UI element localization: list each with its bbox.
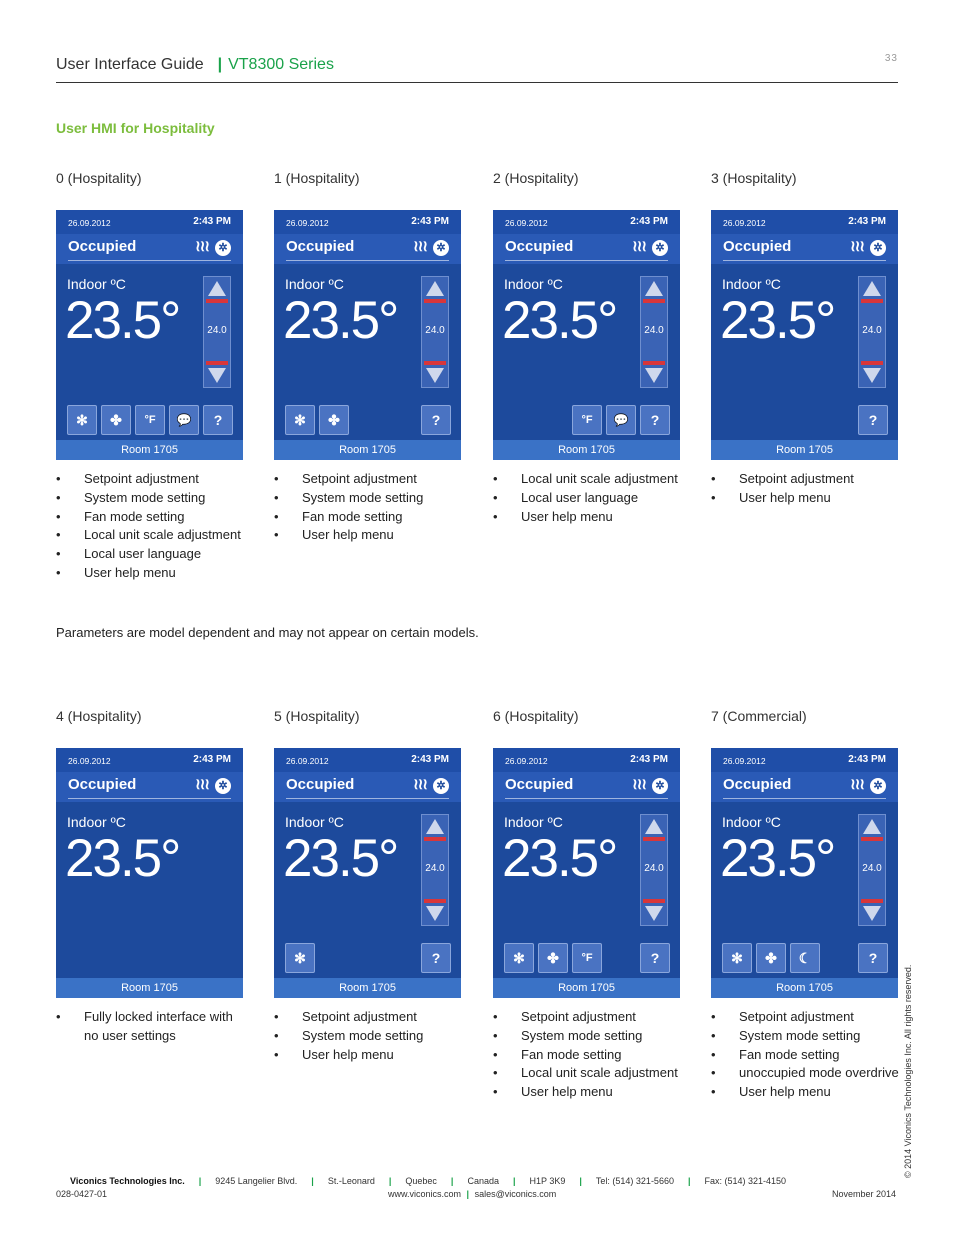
feature-list [711,470,911,508]
setpoint-slider[interactable] [203,276,231,388]
occupancy-status: Occupied [68,238,137,255]
setpoint-up-icon[interactable] [645,281,663,296]
screen-time: 2:43 PM [848,754,886,765]
fan-mode-icon[interactable]: ✤ [101,405,131,435]
room-label: Room 1705 [493,978,680,998]
guide-title: User Interface Guide [56,56,204,73]
thermostat-screen [274,748,461,998]
room-label: Room 1705 [56,978,243,998]
indoor-label: Indoor ºC [67,276,126,292]
list-item: • Fan mode setting [56,508,244,527]
setpoint-value: 24.0 [425,325,445,336]
screen-time: 2:43 PM [848,216,886,227]
indoor-label: Indoor ºC [504,276,563,292]
indoor-temperature: 23.5° [283,829,398,888]
language-icon[interactable]: 💬 [169,405,199,435]
list-item: • Fan mode setting [274,508,462,527]
footer-date: November 2014 [831,1189,896,1199]
panel-4 [56,708,256,1046]
language-icon[interactable]: 💬 [606,405,636,435]
occupancy-status: Occupied [723,238,792,255]
list-item: • System mode setting [711,1027,899,1046]
system-mode-icon[interactable]: ✻ [285,943,315,973]
list-item: • User help menu [493,508,681,527]
footer-contact: Viconics Technologies Inc. | 9245 Langelier Blvd. | St.-Leonard | Quebec | Canada | H1P 3K9 | Tel: (514) 321-5660 | Fax: (514) 321-4150 [70,1176,787,1186]
room-label: Room 1705 [711,440,898,460]
setpoint-value: 24.0 [862,325,882,336]
list-item: • User help menu [274,526,462,545]
indoor-label: Indoor ºC [67,814,126,830]
indoor-label: Indoor ºC [285,814,344,830]
list-item: • Local unit scale adjustment [493,470,681,489]
thermostat-screen [56,748,243,998]
help-icon[interactable]: ? [640,943,670,973]
occupancy-status: Occupied [286,776,355,793]
list-item: • System mode setting [56,489,244,508]
list-item: • Setpoint adjustment [493,1008,681,1027]
scale-icon[interactable]: °F [572,405,602,435]
footer-tel: Tel: (514) 321-5660 [595,1176,674,1186]
screen-date: 26.09.2012 [68,756,111,766]
list-item: • User help menu [56,564,244,583]
fan-status-icon: ✲ [870,240,886,256]
occupancy-status: Occupied [723,776,792,793]
footer-province: Quebec [405,1176,437,1186]
list-item: • Local user language [56,545,244,564]
footer-doc-number: 028-0427-01 [56,1189,108,1199]
thermostat-screen [493,210,680,460]
fan-mode-icon[interactable]: ✤ [319,405,349,435]
fan-status-icon: ✲ [433,240,449,256]
panel-title: 7 (Commercial) [711,708,807,724]
screen-time: 2:43 PM [630,754,668,765]
list-item: • Fan mode setting [711,1046,899,1065]
indoor-temperature: 23.5° [283,291,398,350]
panel-3 [711,170,911,508]
document-title [56,56,334,74]
screen-date: 26.09.2012 [505,756,548,766]
help-icon[interactable]: ? [858,405,888,435]
setpoint-up-icon[interactable] [426,819,444,834]
room-label: Room 1705 [274,978,461,998]
occupancy-status: Occupied [286,238,355,255]
fan-status-icon: ✲ [433,778,449,794]
panel-title: 0 (Hospitality) [56,170,142,186]
setpoint-value: 24.0 [207,325,227,336]
indoor-label: Indoor ºC [285,276,344,292]
list-item: • Local unit scale adjustment [56,526,244,545]
list-item: • Setpoint adjustment [274,1008,462,1027]
setpoint-down-icon[interactable] [426,368,444,383]
footer-web: www.viconics.com | sales@viconics.com [388,1189,557,1199]
fan-status-icon: ✲ [870,778,886,794]
thermostat-screen [711,210,898,460]
header-divider [56,82,898,83]
help-icon[interactable]: ? [421,405,451,435]
feature-list [493,470,693,526]
help-icon[interactable]: ? [203,405,233,435]
setpoint-up-icon[interactable] [426,281,444,296]
section-title: User HMI for Hospitality [56,120,215,136]
screen-time: 2:43 PM [193,216,231,227]
screen-date: 26.09.2012 [723,218,766,228]
indoor-temperature: 23.5° [65,829,180,888]
heat-icon: ≀≀≀ [413,776,427,793]
indoor-label: Indoor ºC [722,814,781,830]
thermostat-screen [274,210,461,460]
panel-title: 5 (Hospitality) [274,708,360,724]
fan-mode-icon[interactable]: ✤ [756,943,786,973]
list-item: • User help menu [493,1083,681,1102]
list-item: • Setpoint adjustment [711,470,899,489]
footer-email[interactable]: sales@viconics.com [474,1189,557,1199]
list-item: • Fully locked interface with no user settings [56,1008,244,1046]
indoor-label: Indoor ºC [722,276,781,292]
screen-date: 26.09.2012 [286,756,329,766]
series-name: VT8300 Series [228,56,334,73]
feature-list [493,1008,693,1102]
screen-date: 26.09.2012 [505,218,548,228]
panel-0 [56,170,256,583]
setpoint-slider[interactable] [640,276,668,388]
indoor-temperature: 23.5° [720,291,835,350]
list-item: • Local unit scale adjustment [493,1064,681,1083]
thermostat-screen [493,748,680,998]
room-label: Room 1705 [493,440,680,460]
setpoint-up-icon[interactable] [645,819,663,834]
feature-list [274,470,474,545]
footer-fax: Fax: (514) 321-4150 [704,1176,787,1186]
system-mode-icon[interactable]: ✻ [285,405,315,435]
thermostat-screen [711,748,898,998]
heat-icon: ≀≀≀ [632,238,646,255]
setpoint-down-icon[interactable] [863,368,881,383]
list-item: • Local user language [493,489,681,508]
system-mode-icon[interactable]: ✻ [722,943,752,973]
setpoint-slider[interactable] [421,814,449,926]
footer-company: Viconics Technologies Inc. [70,1176,185,1186]
fan-status-icon: ✲ [215,240,231,256]
feature-list [56,1008,256,1046]
list-item: • unoccupied mode overdrive [711,1064,899,1083]
list-item: • Fan mode setting [493,1046,681,1065]
indoor-temperature: 23.5° [502,829,617,888]
panel-7 [711,708,911,1102]
panel-title: 6 (Hospitality) [493,708,579,724]
help-icon[interactable]: ? [421,943,451,973]
indoor-temperature: 23.5° [502,291,617,350]
setpoint-up-icon[interactable] [863,819,881,834]
heat-icon: ≀≀≀ [195,776,209,793]
scale-icon[interactable]: °F [572,943,602,973]
list-item: • Setpoint adjustment [56,470,244,489]
setpoint-value: 24.0 [644,863,664,874]
panel-title: 3 (Hospitality) [711,170,797,186]
heat-icon: ≀≀≀ [413,238,427,255]
setpoint-down-icon[interactable] [426,906,444,921]
setpoint-up-icon[interactable] [863,281,881,296]
system-mode-icon[interactable]: ✻ [67,405,97,435]
room-label: Room 1705 [711,978,898,998]
setpoint-value: 24.0 [862,863,882,874]
panel-5 [274,708,474,1064]
heat-icon: ≀≀≀ [850,776,864,793]
indoor-temperature: 23.5° [720,829,835,888]
screen-time: 2:43 PM [411,754,449,765]
fan-status-icon: ✲ [652,240,668,256]
fan-status-icon: ✲ [215,778,231,794]
setpoint-down-icon[interactable] [208,368,226,383]
fan-mode-icon[interactable]: ✤ [538,943,568,973]
setpoint-value: 24.0 [425,863,445,874]
footer-website[interactable]: www.viconics.com [388,1189,462,1199]
footer-postal: H1P 3K9 [529,1176,566,1186]
room-label: Room 1705 [274,440,461,460]
list-item: • Setpoint adjustment [711,1008,899,1027]
setpoint-slider[interactable] [421,276,449,388]
help-icon[interactable]: ? [858,943,888,973]
screen-date: 26.09.2012 [286,218,329,228]
unoccupied-override-icon[interactable]: ☾ [790,943,820,973]
screen-date: 26.09.2012 [723,756,766,766]
occupancy-status: Occupied [505,776,574,793]
fan-status-icon: ✲ [652,778,668,794]
panel-title: 4 (Hospitality) [56,708,142,724]
panel-1 [274,170,474,545]
setpoint-value: 24.0 [644,325,664,336]
model-note: Parameters are model dependent and may not appear on certain models. [56,625,479,640]
list-item: • User help menu [274,1046,462,1065]
list-item: • User help menu [711,1083,899,1102]
footer-address: 9245 Langelier Blvd. [215,1176,298,1186]
occupancy-status: Occupied [68,776,137,793]
page-number: 33 [884,53,898,64]
panel-title: 1 (Hospitality) [274,170,360,186]
scale-icon[interactable]: °F [135,405,165,435]
help-icon[interactable]: ? [640,405,670,435]
list-item: • System mode setting [274,1027,462,1046]
screen-date: 26.09.2012 [68,218,111,228]
feature-list [711,1008,911,1102]
list-item: • Setpoint adjustment [274,470,462,489]
thermostat-screen [56,210,243,460]
room-label: Room 1705 [56,440,243,460]
feature-list [274,1008,474,1064]
list-item: • System mode setting [274,489,462,508]
setpoint-down-icon[interactable] [645,368,663,383]
system-mode-icon[interactable]: ✻ [504,943,534,973]
setpoint-slider[interactable] [640,814,668,926]
screen-time: 2:43 PM [193,754,231,765]
setpoint-slider[interactable] [858,276,886,388]
heat-icon: ≀≀≀ [850,238,864,255]
copyright-notice: © 2014 Viconics Technologies Inc. All rights reserved. [903,964,913,1178]
panel-title: 2 (Hospitality) [493,170,579,186]
indoor-temperature: 23.5° [65,291,180,350]
heat-icon: ≀≀≀ [195,238,209,255]
footer-country: Canada [467,1176,499,1186]
title-separator: | [217,56,223,73]
list-item: • User help menu [711,489,899,508]
setpoint-down-icon[interactable] [863,906,881,921]
panel-2 [493,170,693,526]
indoor-label: Indoor ºC [504,814,563,830]
setpoint-up-icon[interactable] [208,281,226,296]
screen-time: 2:43 PM [630,216,668,227]
footer-city: St.-Leonard [327,1176,375,1186]
occupancy-status: Occupied [505,238,574,255]
setpoint-slider[interactable] [858,814,886,926]
setpoint-down-icon[interactable] [645,906,663,921]
feature-list [56,470,256,583]
panel-6 [493,708,693,1102]
screen-time: 2:43 PM [411,216,449,227]
list-item: • System mode setting [493,1027,681,1046]
heat-icon: ≀≀≀ [632,776,646,793]
